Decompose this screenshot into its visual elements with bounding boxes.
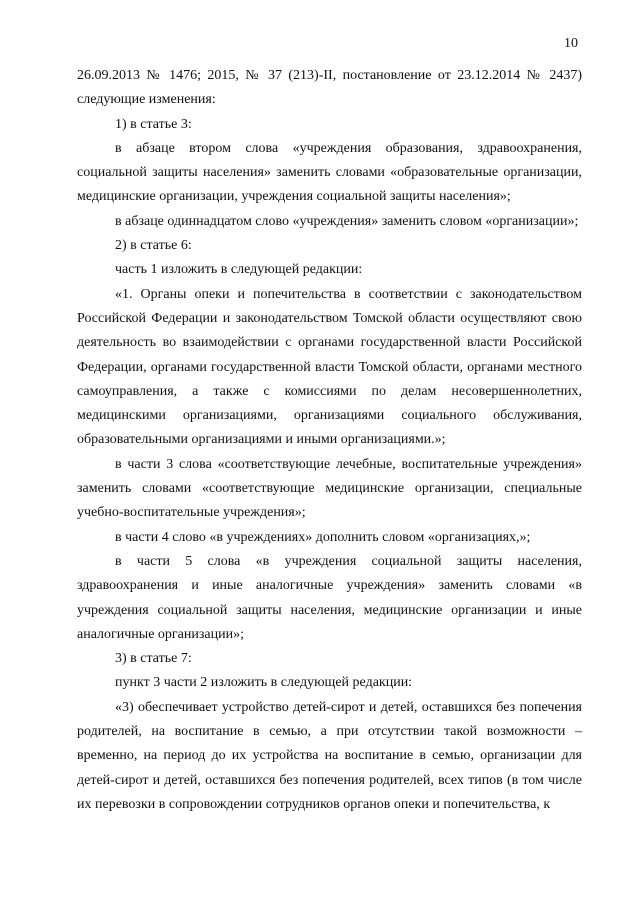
page-number: 10 xyxy=(564,36,578,51)
paragraph: «1. Органы опеки и попечительства в соответствии с законодательством Российской Федерации и законодательством Томской области осуществляют свою деятельность во взаимодействии с органами государственной власти Российской Федерации, органами государственной власти Томской области, органами местного самоуправления, а также с комиссиями по делам несовершеннолетних, медицинскими организациями, организациями социального обслуживания, образовательными организациями и иными организациями.»; xyxy=(77,286,582,448)
document-body xyxy=(77,64,582,817)
paragraph: в части 5 слова «в учреждения социальной защиты населения, здравоохранения и иные аналогичные учреждения» заменить словами «в учреждения социальной защиты населения, медицинские организации и иные аналогичные организации»; xyxy=(77,553,582,642)
paragraph: «3) обеспечивает устройство детей-сирот и детей, оставшихся без попечения родителей, на воспитание в семью, а при отсутствии такой возможности – временно, на период до их устройства на воспитание в семью, организации для детей-сирот и детей, оставшихся без попечения родителей, всех типов (в том числе их перевозки в сопровождении сотрудников органов опеки и попечительства, к xyxy=(77,699,582,812)
paragraph: в абзаце втором слова «учреждения образования, здравоохранения, социальной защиты населения» заменить словами «образовательные организации, медицинские организации, учреждения социальной защиты населения»; xyxy=(77,140,582,205)
paragraph: часть 1 изложить в следующей редакции: xyxy=(115,262,363,278)
paragraph: 26.09.2013 № 1476; 2015, № 37 (213)-II, постановление от 23.12.2014 № 2437) следующие изменения: xyxy=(77,68,582,108)
paragraph: 3) в статье 7: xyxy=(115,651,192,667)
paragraph: в абзаце одиннадцатом слово «учреждения» заменить словом «организации»; xyxy=(115,213,579,229)
paragraph: в части 3 слова «соответствующие лечебные, воспитательные учреждения» заменить словами «соответствующие медицинские организации, специальные учебно-воспитательные учреждения»; xyxy=(77,456,582,521)
paragraph: 2) в статье 6: xyxy=(115,238,192,254)
paragraph: пункт 3 части 2 изложить в следующей редакции: xyxy=(115,675,413,691)
paragraph: 1) в статье 3: xyxy=(115,116,192,132)
paragraph: в части 4 слово «в учреждениях» дополнить словом «организациях,»; xyxy=(115,529,531,545)
